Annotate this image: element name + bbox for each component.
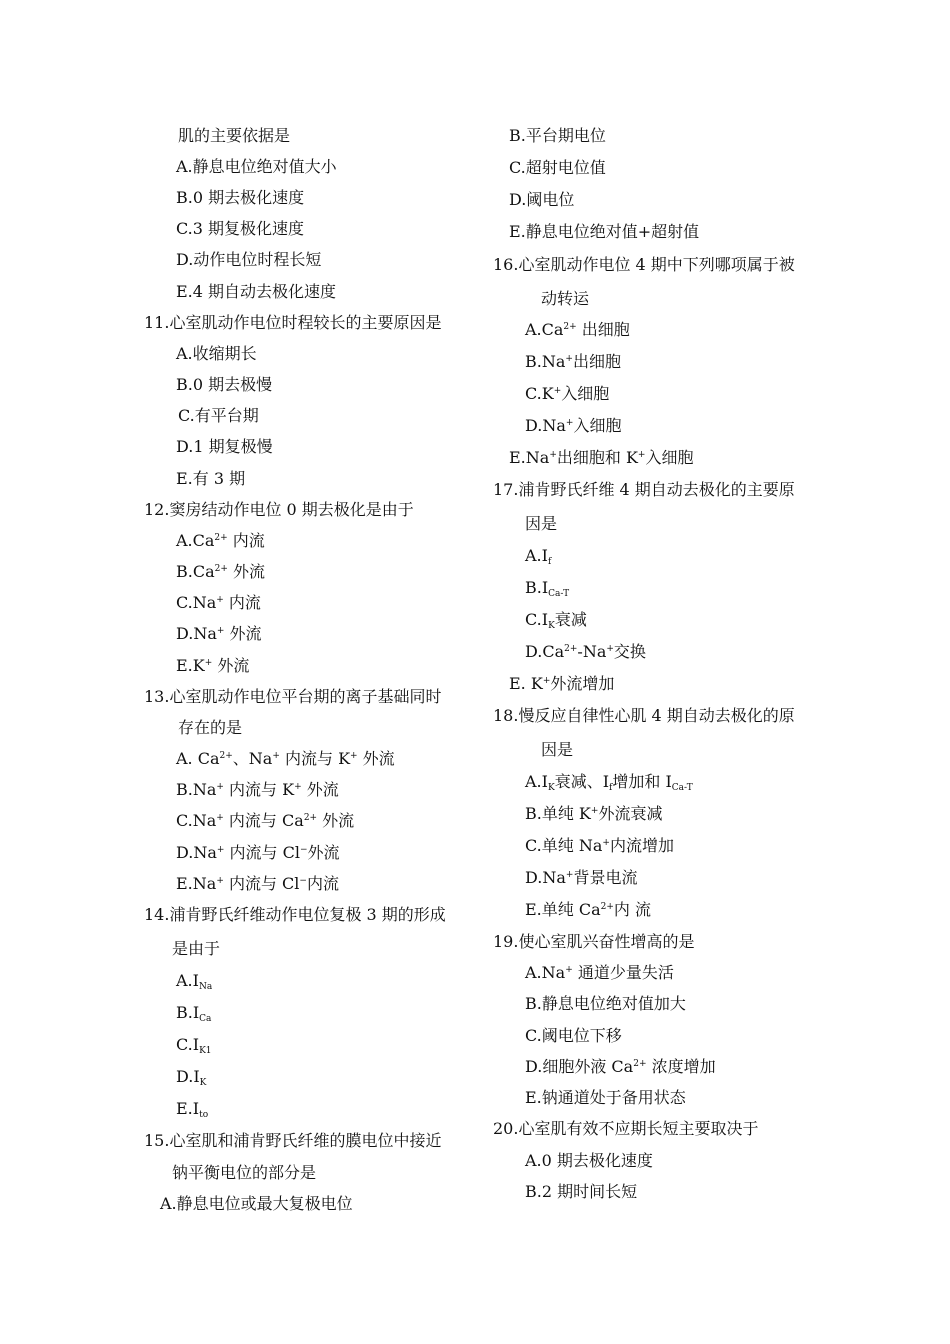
- left-line-15: C.Na+ 内流: [176, 593, 261, 612]
- left-line-23: D.Na+ 内流与 Cl−外流: [176, 843, 340, 862]
- left-line-24: E.Na+ 内流与 Cl−内流: [176, 874, 339, 893]
- right-line-21: B.单纯 K+外流衰减: [525, 804, 663, 823]
- left-line-28: $B.I_{Ca}$: [176, 1003, 212, 1024]
- left-line-29: $C.I_{K1}$: [176, 1035, 212, 1056]
- right-line-23: D.Na+背景电流: [525, 868, 638, 887]
- right-line-14: $B.Ⅰ_{Ca-T}$: [525, 578, 570, 599]
- left-line-33: 钠平衡电位的部分是: [172, 1163, 317, 1182]
- left-line-8: B.0 期去极慢: [176, 375, 273, 394]
- right-line-16: $D.Ca^{2+}-Na^+$交换: [525, 642, 646, 661]
- right-line-8: C.K+入细胞: [525, 384, 610, 403]
- right-line-28: C.阈电位下移: [525, 1026, 622, 1045]
- left-line-2: B.0 期去极化速度: [176, 188, 305, 207]
- left-line-0: 肌的主要依据是: [178, 126, 291, 145]
- right-line-15: $C.I_K$衰减: [525, 610, 587, 631]
- left-line-21: B.Na+ 内流与 K+ 外流: [176, 780, 339, 799]
- right-line-6: $A.Ca^{2+}$ 出细胞: [525, 320, 630, 339]
- right-line-24: E.单纯 $Ca^{2+}$内 流: [525, 900, 652, 919]
- right-line-20: $A.I_K$衰减、$I_f$增加和 $I_{Ca-T}$: [525, 772, 693, 793]
- right-line-19: 因是: [541, 740, 574, 759]
- right-line-7: B.Na+出细胞: [525, 352, 621, 371]
- right-line-1: C.超射电位值: [509, 158, 606, 177]
- left-line-7: A.收缩期长: [176, 344, 257, 363]
- left-line-18: 13.心室肌动作电位平台期的离子基础同时: [144, 687, 442, 706]
- left-line-31: $E.I_{to}$: [176, 1099, 209, 1120]
- right-line-17: E. K+外流增加: [509, 674, 615, 693]
- left-line-3: C.3 期复极化速度: [176, 219, 305, 238]
- right-line-27: B.静息电位绝对值加大: [525, 994, 686, 1013]
- left-line-13: $A.Ca^{2+}$ 内流: [176, 531, 265, 550]
- left-line-10: D.1 期复极慢: [176, 437, 273, 456]
- right-line-33: B.2 期时间长短: [525, 1182, 638, 1201]
- right-line-13: $A.Ⅰ_f$: [525, 546, 552, 567]
- right-line-12: 因是: [525, 514, 558, 533]
- left-line-26: 是由于: [172, 939, 221, 958]
- left-line-6: 11.心室肌动作电位时程较长的主要原因是: [144, 313, 442, 332]
- left-line-17: E.K+ 外流: [176, 656, 250, 675]
- left-line-30: $D.I_K$: [176, 1067, 207, 1088]
- right-line-30: E.钠通道处于备用状态: [525, 1088, 686, 1107]
- left-line-25: 14.浦肯野氏纤维动作电位复极 3 期的形成: [144, 905, 446, 924]
- left-line-20: A. $Ca^{2+}$、Na+ 内流与 K+ 外流: [176, 749, 395, 768]
- left-line-14: $B.Ca^{2+}$ 外流: [176, 562, 265, 581]
- left-line-32: 15.心室肌和浦肯野氏纤维的膜电位中接近: [144, 1131, 442, 1150]
- right-line-10: E.Na+出细胞和 K+入细胞: [509, 448, 694, 467]
- right-line-5: 动转运: [541, 289, 590, 308]
- right-line-9: D.Na+入细胞: [525, 416, 622, 435]
- right-line-3: E.静息电位绝对值+超射值: [509, 222, 700, 241]
- left-line-5: E.4 期自动去极化速度: [176, 282, 337, 301]
- left-line-1: A.静息电位绝对值大小: [176, 157, 337, 176]
- right-line-26: A.Na+ 通道少量失活: [525, 963, 674, 982]
- right-line-29: D.细胞外液 $Ca^{2+}$ 浓度增加: [525, 1057, 716, 1076]
- right-line-2: D.阈电位: [509, 190, 575, 209]
- left-line-34: A.静息电位或最大复极电位: [160, 1194, 353, 1213]
- right-line-22: C.单纯 Na+内流增加: [525, 836, 674, 855]
- right-line-18: 18.慢反应自律性心肌 4 期自动去极化的原: [493, 706, 795, 725]
- right-line-4: 16.心室肌动作电位 4 期中下列哪项属于被: [493, 255, 795, 274]
- left-line-11: E.有 3 期: [176, 469, 246, 488]
- right-line-0: B.平台期电位: [509, 126, 606, 145]
- left-line-27: $A.I_{Na}$: [176, 971, 213, 992]
- left-line-16: D.Na+ 外流: [176, 624, 262, 643]
- right-line-32: A.0 期去极化速度: [525, 1151, 653, 1170]
- right-line-25: 19.使心室肌兴奋性增高的是: [493, 932, 695, 951]
- left-line-19: 存在的是: [178, 718, 243, 737]
- left-line-12: 12.窦房结动作电位 0 期去极化是由于: [144, 500, 414, 519]
- left-line-22: C.Na+ 内流与 $Ca^{2+}$ 外流: [176, 811, 355, 830]
- left-line-4: D.动作电位时程长短: [176, 250, 322, 269]
- right-line-31: 20.心室肌有效不应期长短主要取决于: [493, 1119, 759, 1138]
- left-line-9: C.有平台期: [178, 406, 259, 425]
- right-line-11: 17.浦肯野氏纤维 4 期自动去极化的主要原: [493, 480, 795, 499]
